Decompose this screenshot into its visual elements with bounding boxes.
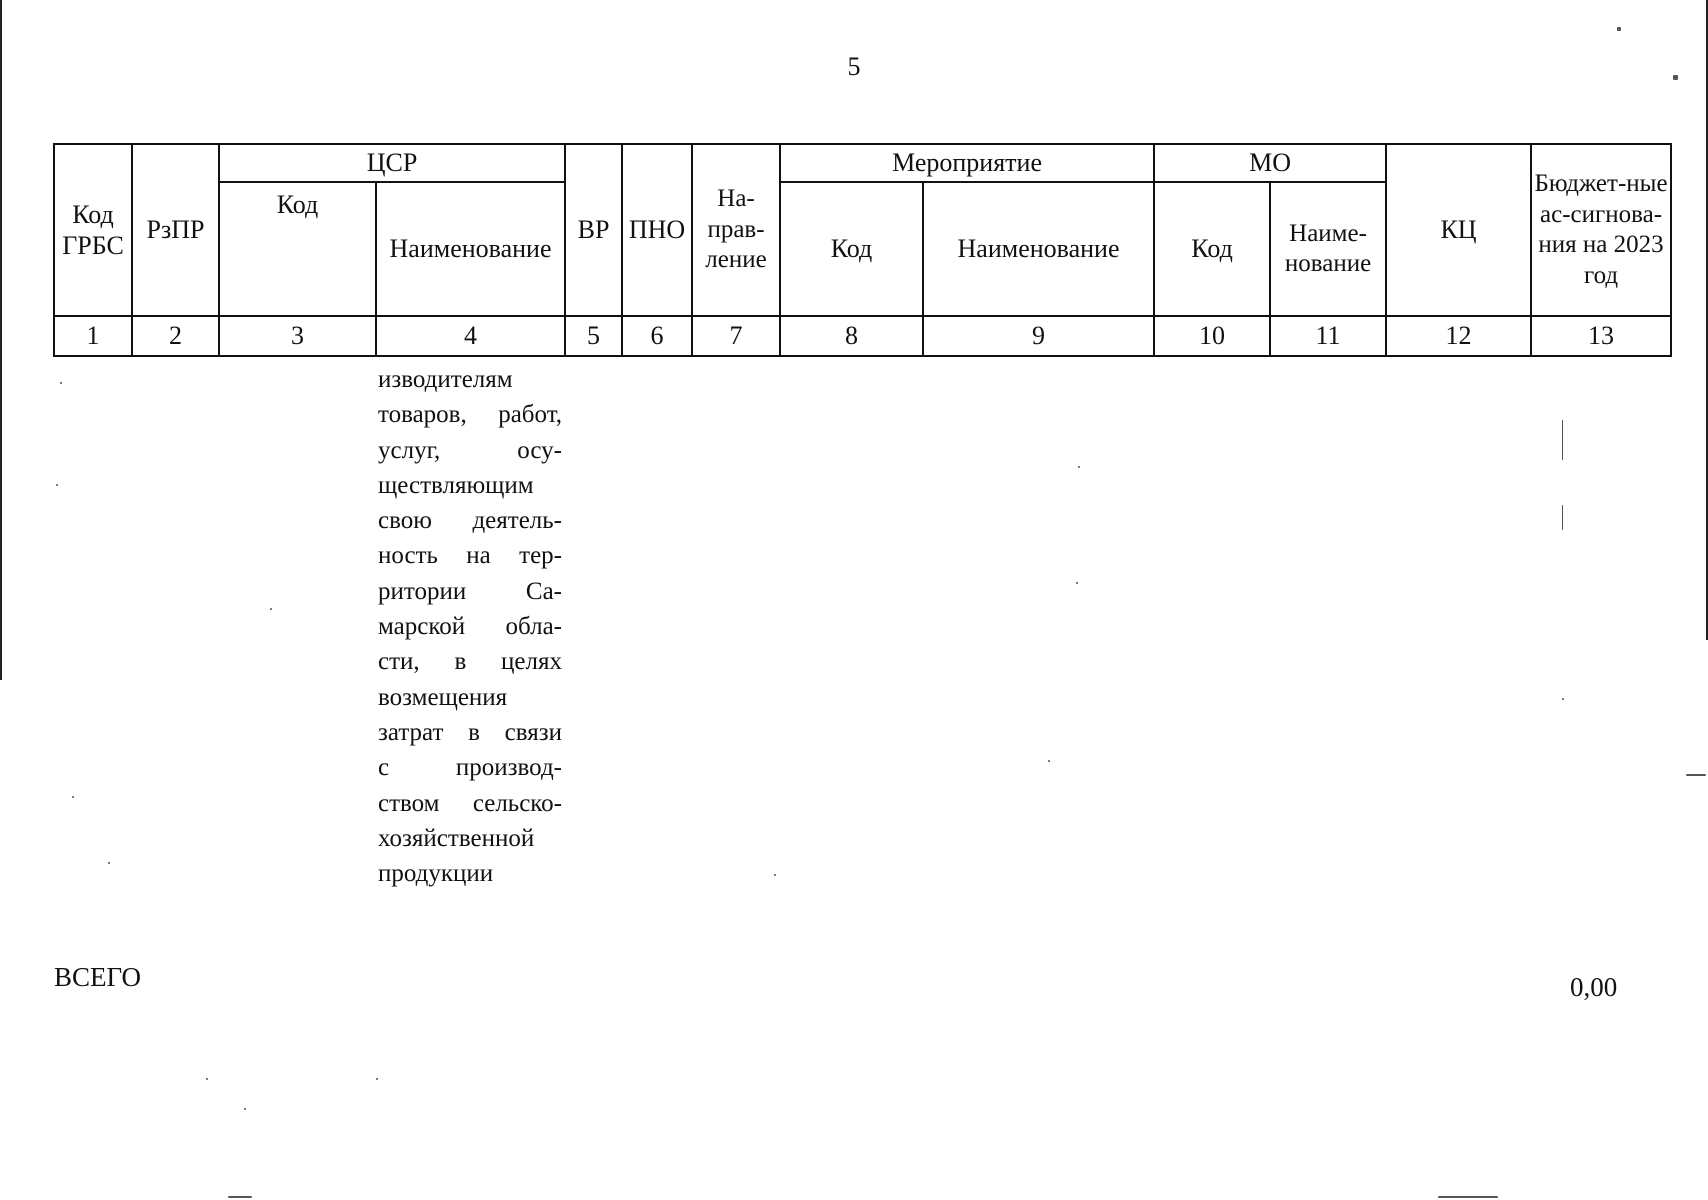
total-label: ВСЕГО bbox=[54, 962, 141, 992]
header-napravlenie: На-прав-ление bbox=[692, 144, 780, 316]
col-num: 9 bbox=[923, 316, 1154, 356]
row-description bbox=[378, 362, 562, 891]
col-num: 3 bbox=[219, 316, 376, 356]
scan-speck bbox=[774, 874, 776, 876]
scan-speck bbox=[228, 1196, 252, 1198]
scan-speck bbox=[108, 862, 110, 864]
description-line: ществляющим bbox=[378, 471, 534, 499]
scan-speck bbox=[1048, 760, 1050, 762]
scan-speck bbox=[206, 1078, 208, 1080]
scan-speck bbox=[1562, 698, 1564, 700]
scan-speck bbox=[1686, 774, 1706, 776]
header-mer-name: Наименование bbox=[923, 182, 1154, 316]
col-num: 10 bbox=[1154, 316, 1270, 356]
description-line: ность на тер- bbox=[378, 542, 562, 570]
scan-speck bbox=[72, 796, 74, 798]
col-num: 2 bbox=[132, 316, 219, 356]
description-line: затрат в связи bbox=[378, 718, 562, 746]
scan-speck bbox=[1562, 420, 1563, 460]
scan-edge-left bbox=[0, 0, 2, 680]
scan-speck bbox=[1078, 466, 1080, 468]
header-mo-kod: Код bbox=[1154, 182, 1270, 316]
header-mo-name: Наиме-нование bbox=[1270, 182, 1386, 316]
scan-speck bbox=[1673, 75, 1678, 80]
description-line: ритории Са- bbox=[378, 577, 562, 605]
scan-speck bbox=[244, 1108, 246, 1110]
description-line: услуг, осу- bbox=[378, 436, 562, 464]
header-mo: МО bbox=[1154, 144, 1386, 182]
description-line: товаров, работ, bbox=[378, 401, 562, 429]
description-line: продукции bbox=[378, 860, 494, 888]
col-num: 7 bbox=[692, 316, 780, 356]
col-num: 4 bbox=[376, 316, 565, 356]
scan-speck bbox=[1438, 1196, 1498, 1198]
col-num: 11 bbox=[1270, 316, 1386, 356]
scan-speck bbox=[376, 1078, 378, 1080]
header-csr: ЦСР bbox=[219, 144, 565, 182]
header-budget: Бюджет-ные ас-сигнова-ния на 2023 год bbox=[1531, 144, 1671, 316]
header-table bbox=[53, 143, 1672, 357]
scan-speck bbox=[270, 608, 272, 610]
header-csr-kod: Код bbox=[219, 182, 376, 316]
header-rzpr: РзПР bbox=[132, 144, 219, 316]
description-line: сти, в целях bbox=[378, 648, 562, 676]
col-num: 12 bbox=[1386, 316, 1531, 356]
scan-speck bbox=[60, 382, 62, 384]
col-num: 1 bbox=[54, 316, 132, 356]
col-num: 6 bbox=[622, 316, 692, 356]
col-num: 8 bbox=[780, 316, 923, 356]
description-line: свою деятель- bbox=[378, 507, 562, 535]
page-number: 5 bbox=[847, 52, 861, 81]
col-num: 13 bbox=[1531, 316, 1671, 356]
description-line: марской обла- bbox=[378, 613, 562, 641]
description-line: изводителям bbox=[378, 366, 513, 393]
header-vr: ВР bbox=[565, 144, 622, 316]
scan-speck bbox=[1076, 582, 1078, 584]
col-num: 5 bbox=[565, 316, 622, 356]
scan-speck bbox=[1617, 27, 1621, 31]
header-meropriyatie: Мероприятие bbox=[780, 144, 1154, 182]
total-value: 0,00 bbox=[1570, 972, 1618, 1002]
header-mer-kod: Код bbox=[780, 182, 923, 316]
description-line: ством сельско- bbox=[378, 789, 562, 817]
scan-speck bbox=[56, 484, 58, 486]
header-pno: ПНО bbox=[622, 144, 692, 316]
header-kc: КЦ bbox=[1386, 144, 1531, 316]
description-line: хозяйственной bbox=[378, 824, 535, 852]
scan-speck bbox=[1562, 505, 1563, 530]
header-kod-grbs: Код ГРБС bbox=[54, 144, 132, 316]
description-line: возмещения bbox=[378, 683, 508, 711]
header-csr-name: Наименование bbox=[376, 182, 565, 316]
description-line: с производ- bbox=[378, 754, 562, 782]
